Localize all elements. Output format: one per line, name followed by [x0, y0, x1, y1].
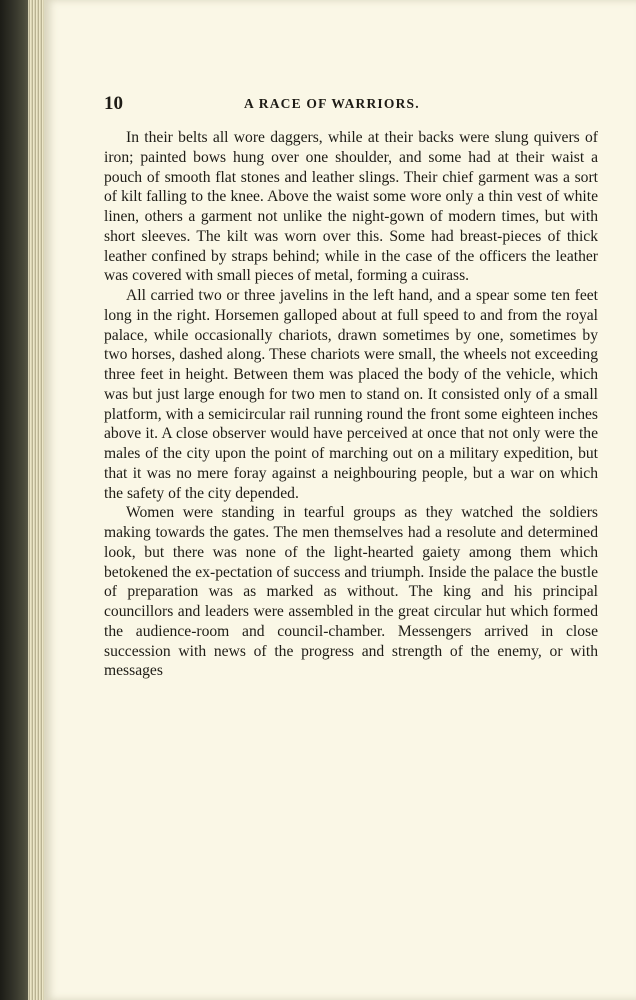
page-number: 10	[104, 93, 123, 114]
paragraph-3: Women were standing in tearful groups as they watched the soldiers making towards the gates. The men themselves had a resolute and determined look, but there was none of the light-hearted gaiety among them which betokened the ex-pectation of success and triumph. Inside the palace the bustle of preparation was as marked as without. The king and his principal councillors and leaders were assembled in the great circular hut which formed the audience-room and council-chamber. Messengers arrived in close succession with news of the progress and strength of the enemy, or with messages	[104, 504, 598, 680]
body-text	[104, 128, 598, 681]
running-head: A RACE OF WARRIORS.	[244, 96, 420, 111]
paragraph-2: All carried two or three javelins in the left hand, and a spear some ten feet long in the right. Horsemen galloped about at full speed to and from the royal palace, while occasionally chariots, drawn sometimes by one, sometimes by two horses, dashed along. These chariots were small, the wheels not exceeding three feet in height. Between them was placed the body of the vehicle, which was but just large enough for two men to stand on. It consisted only of a small platform, with a semicircular rail running round the front some eighteen inches above it. A close observer would have perceived at once that not only were the males of the city upon the point of marching out on a military expedition, but that it was no mere foray against a neighbouring people, but a war on which the safety of the city depended.	[104, 287, 598, 502]
page-header	[104, 93, 584, 117]
paragraph-1: In their belts all wore daggers, while at their backs were slung quivers of iron; painted bows hung over one shoulder, and some had at their waist a pouch of smooth flat stones and leather slings. Their chief garment was a sort of kilt falling to the knee. Above the waist some wore only a thin vest of white linen, others a garment not unlike the night-gown of modern times, but with short sleeves. The kilt was worn over this. Some had breast-pieces of thick leather confined by straps behind; while in the case of the officers the leather was covered with small pieces of metal, forming a cuirass.	[104, 129, 598, 285]
